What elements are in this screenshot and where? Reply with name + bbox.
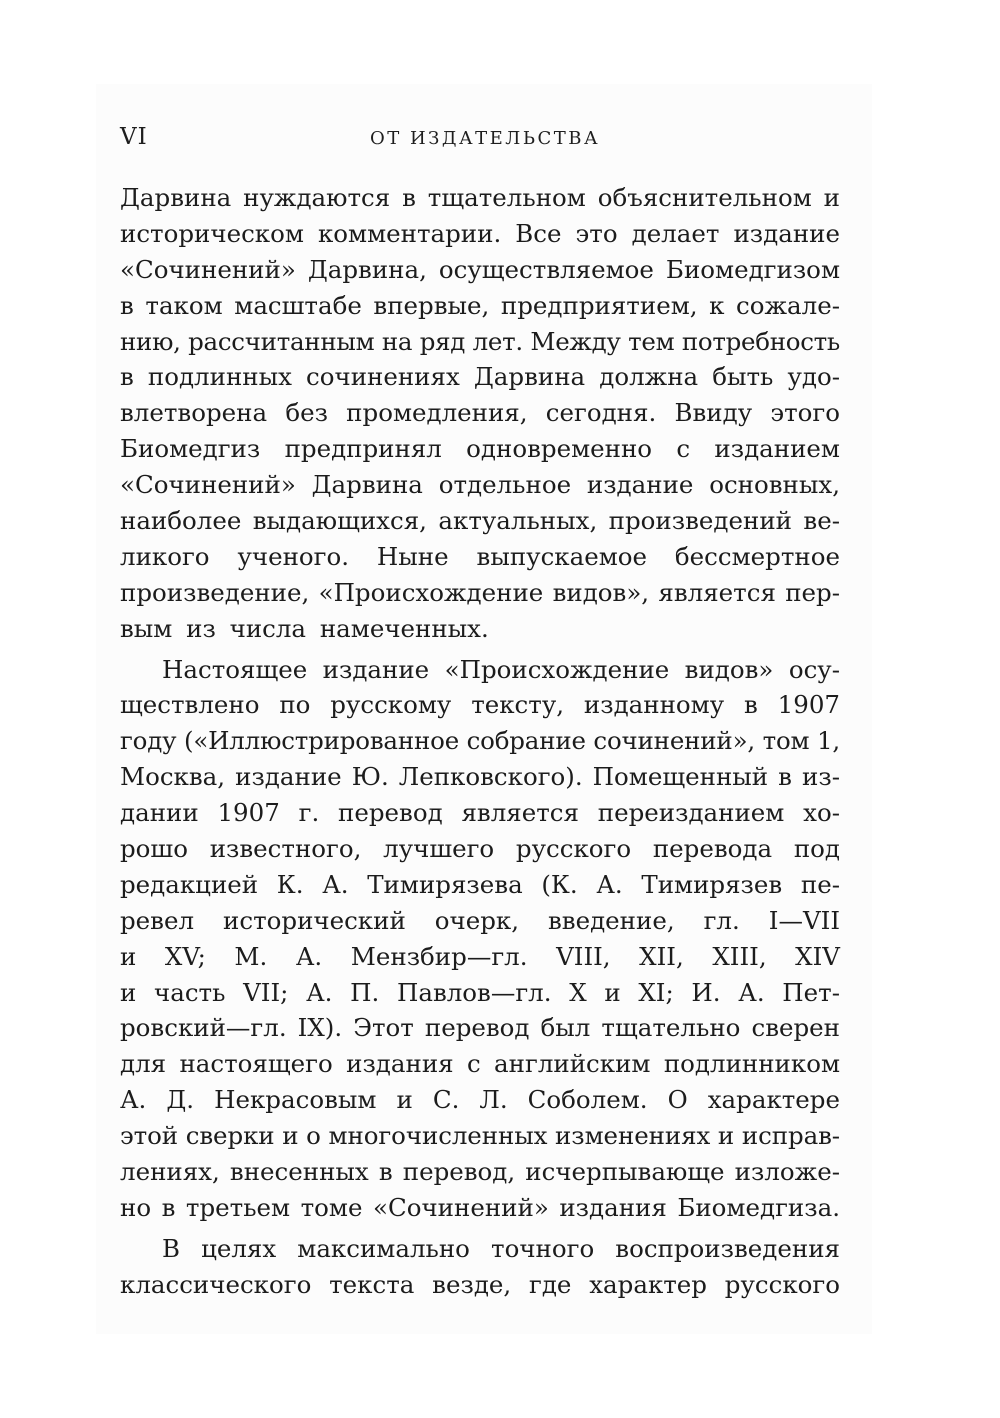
text-line: в подлинных сочинениях Дарвина должна быть удо- xyxy=(120,362,840,392)
body-text xyxy=(120,180,840,1303)
text-line: дании 1907 г. перевод является переизданием хо- xyxy=(120,798,840,828)
text-line: Дарвина нуждаются в тщательном объяснительном и xyxy=(120,183,840,212)
text-line: «Сочинений» Дарвина, осуществляемое Биомедгизом xyxy=(120,254,840,284)
text-line: редакцией К. А. Тимирязева (К. А. Тимирязев пе- xyxy=(120,869,840,899)
text-line: классического текста везде, где характер русского xyxy=(120,1269,840,1299)
text-line: ровский—гл. IX). Этот перевод был тщательно сверен xyxy=(120,1013,840,1043)
text-line: Биомедгиз предпринял одновременно с изданием xyxy=(120,434,840,464)
text-line: лениях, внесенных в перевод, исчерпывающе изложе- xyxy=(120,1157,840,1187)
paragraph-2 xyxy=(120,652,840,1226)
text-line: и часть VII; А. П. Павлов—гл. X и XI; И. А. Пет- xyxy=(120,977,840,1007)
text-line: влетворена без промедления, сегодня. Ввиду этого xyxy=(120,398,840,428)
paragraph-3 xyxy=(120,1231,840,1303)
page-number: VI xyxy=(120,124,148,150)
text-line: году («Иллюстрированное собрание сочинений», том 1, xyxy=(120,726,840,756)
text-line: Москва, издание Ю. Лепковского). Помещенный в из- xyxy=(120,762,840,792)
text-line: историческом комментарии. Все это делает издание xyxy=(120,218,840,248)
text-line: в таком масштабе впервые, предприятием, к сожале- xyxy=(120,290,840,320)
page-header xyxy=(120,122,840,162)
text-line: этой сверки и о многочисленных изменениях и исправ- xyxy=(120,1121,840,1151)
text-line: наиболее выдающихся, актуальных, произведений ве- xyxy=(120,506,840,536)
text-line: нию, рассчитанным на ряд лет. Между тем потребность xyxy=(120,326,840,356)
text-line: вым из числа намеченных. xyxy=(120,613,489,643)
running-head: ОТ ИЗДАТЕЛЬСТВА xyxy=(370,128,601,149)
text-line: А. Д. Некрасовым и С. Л. Соболем. О характере xyxy=(120,1085,840,1115)
text-line: но в третьем томе «Сочинений» издания Биомедгиза. xyxy=(120,1192,840,1222)
text-line: рошо известного, лучшего русского перевода под xyxy=(120,834,840,864)
paragraph-1 xyxy=(120,180,840,647)
text-line: произведение, «Происхождение видов», является пер- xyxy=(120,577,840,607)
text-line: ществлено по русскому тексту, изданному в 1907 xyxy=(120,690,840,720)
text-line: и XV; М. А. Мензбир—гл. VIII, XII, XIII, XIV xyxy=(120,941,840,971)
text-line: ликого ученого. Ныне выпускаемое бессмертное xyxy=(120,541,840,571)
text-line: ревел исторический очерк, введение, гл. I—VII xyxy=(120,905,840,935)
text-line: В целях максимально точного воспроизведения xyxy=(162,1233,840,1263)
text-line: «Сочинений» Дарвина отдельное издание основных, xyxy=(120,470,840,500)
text-line: для настоящего издания с английским подлинником xyxy=(120,1049,840,1079)
text-line: Настоящее издание «Происхождение видов» осу- xyxy=(162,654,840,684)
